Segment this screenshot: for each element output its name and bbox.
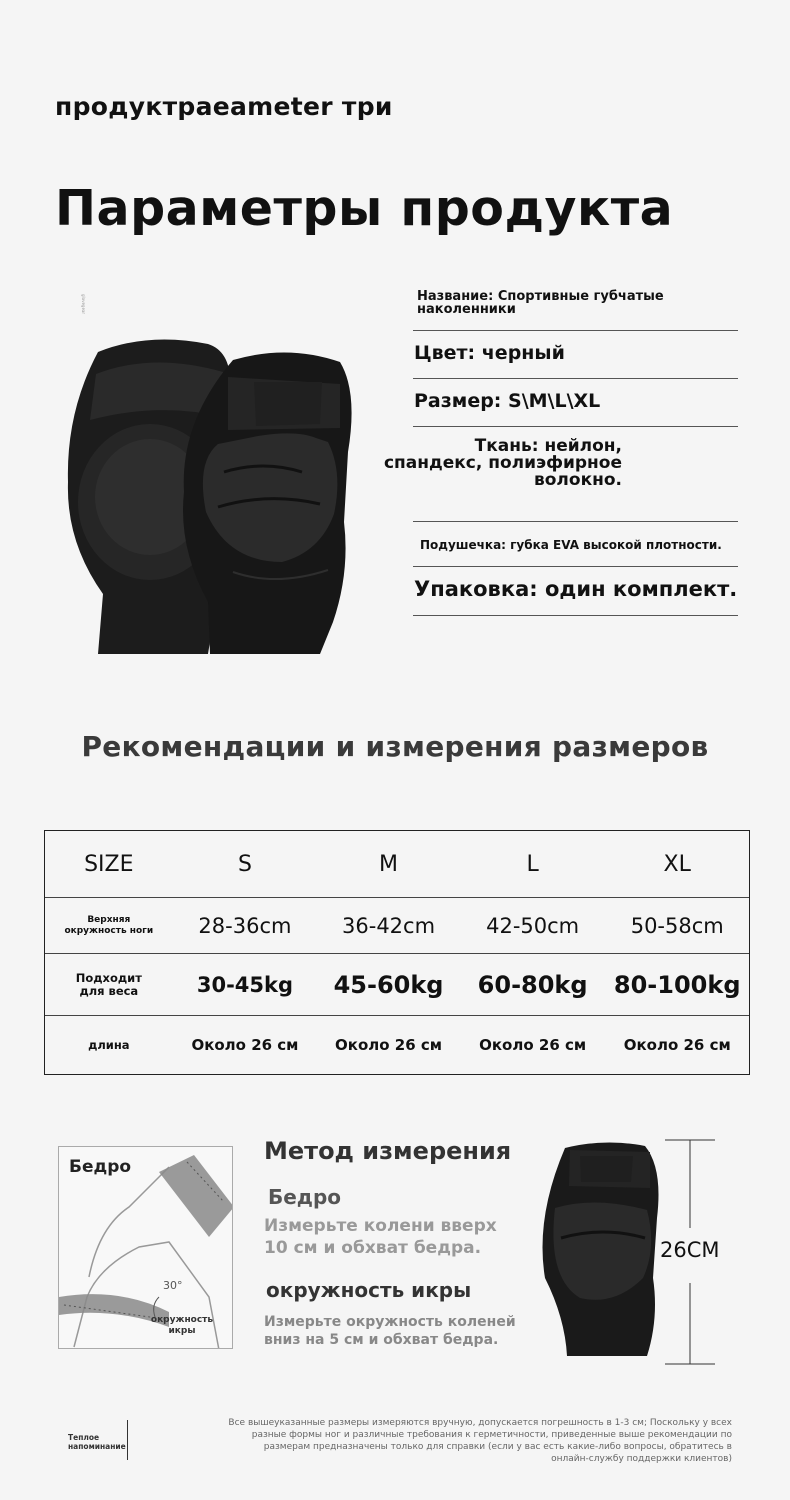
- table-cell: 42-50cm: [486, 913, 580, 938]
- measurement-method-title: Метод измерения: [264, 1137, 512, 1165]
- knee-pads-image: [58, 332, 368, 662]
- size-table: [44, 830, 750, 1075]
- spec-package: Упаковка: один комплект.: [414, 577, 738, 601]
- table-cell: 80-100kg: [613, 970, 741, 999]
- spec-fabric-line-2: спандекс, полиэфирное: [383, 453, 622, 473]
- table-cell: Около 26 см: [479, 1036, 587, 1054]
- table-cell: Около 26 см: [335, 1036, 443, 1054]
- diagram-label-thigh: Бедро: [69, 1157, 132, 1177]
- spec-fabric: [362, 438, 622, 489]
- reminder-label: Теплое напоминание: [68, 1433, 126, 1451]
- table-cell: 30-45kg: [196, 972, 294, 997]
- divider: [127, 1420, 128, 1460]
- spec-fabric-line-1: Ткань: нейлон,: [474, 436, 622, 456]
- divider: [413, 426, 738, 427]
- table-cell: 36-42cm: [342, 913, 436, 938]
- spec-size: Размер: S\M\L\XL: [414, 390, 601, 412]
- size-section-heading: Рекомендации и измерения размеров: [81, 730, 709, 763]
- table-header-size: SIZE: [84, 851, 134, 877]
- table-row-leg: [45, 898, 749, 953]
- table-header-row: [45, 831, 749, 897]
- spec-name: Название: Спортивные губчатые наколенники: [417, 289, 664, 317]
- diagram-angle: 30°: [163, 1279, 183, 1292]
- table-cell: Около 26 см: [623, 1036, 731, 1054]
- table-header-m: M: [379, 851, 399, 877]
- diagram-label-calf: окружность икры: [150, 1315, 214, 1336]
- page-subtitle: продуктраeameter три: [55, 92, 393, 121]
- table-header-s: S: [237, 851, 252, 877]
- page-title: Параметры продукта: [55, 180, 674, 237]
- table-row-weight: [45, 954, 749, 1015]
- thigh-title: Бедро: [268, 1185, 342, 1209]
- table-cell: Около 26 см: [191, 1036, 299, 1054]
- row-label-weight: Подходит для веса: [75, 970, 142, 998]
- divider: [413, 521, 738, 522]
- knee-pad-front: [183, 352, 352, 654]
- divider: [413, 330, 738, 331]
- divider: [413, 378, 738, 379]
- table-header-xl: XL: [663, 851, 691, 877]
- table-cell: 60-80kg: [477, 970, 588, 999]
- divider: [413, 566, 738, 567]
- brand-tag: glovegear: [81, 294, 86, 315]
- calf-description: Измерьте окружность коленей вниз на 5 см и обхват бедра.: [264, 1314, 516, 1348]
- table-header-l: L: [526, 851, 539, 877]
- row-label-length: длина: [88, 1037, 130, 1052]
- table-cell: 50-58cm: [630, 913, 724, 938]
- measurement-diagram: [58, 1146, 233, 1349]
- table-row-length: [45, 1016, 749, 1074]
- divider: [413, 615, 738, 616]
- length-label: 26CM: [660, 1238, 720, 1262]
- disclaimer: Все вышеуказанные размеры измеряются вручную, допускается погрешность в 1-3 см; Поскольку у всех разные формы ног и различные требования к герметичности, приведенные выше рекомендации по размерам предназначены только для справки (если у вас есть какие-либо вопросы, обратитесь в онлайн-службу поддержки клиентов): [228, 1418, 732, 1464]
- table-cell: 28-36cm: [198, 913, 292, 938]
- spec-color: Цвет: черный: [414, 342, 565, 364]
- spec-fabric-line-3: волокно.: [534, 470, 622, 490]
- calf-title: окружность икры: [266, 1278, 472, 1302]
- table-cell: 45-60kg: [333, 970, 444, 999]
- row-label-leg: Верхняя окружность ноги: [64, 914, 154, 936]
- thigh-description: Измерьте колени вверх 10 см и обхват бедра.: [264, 1216, 497, 1258]
- spec-pad: Подушечка: губка EVA высокой плотности.: [420, 538, 722, 552]
